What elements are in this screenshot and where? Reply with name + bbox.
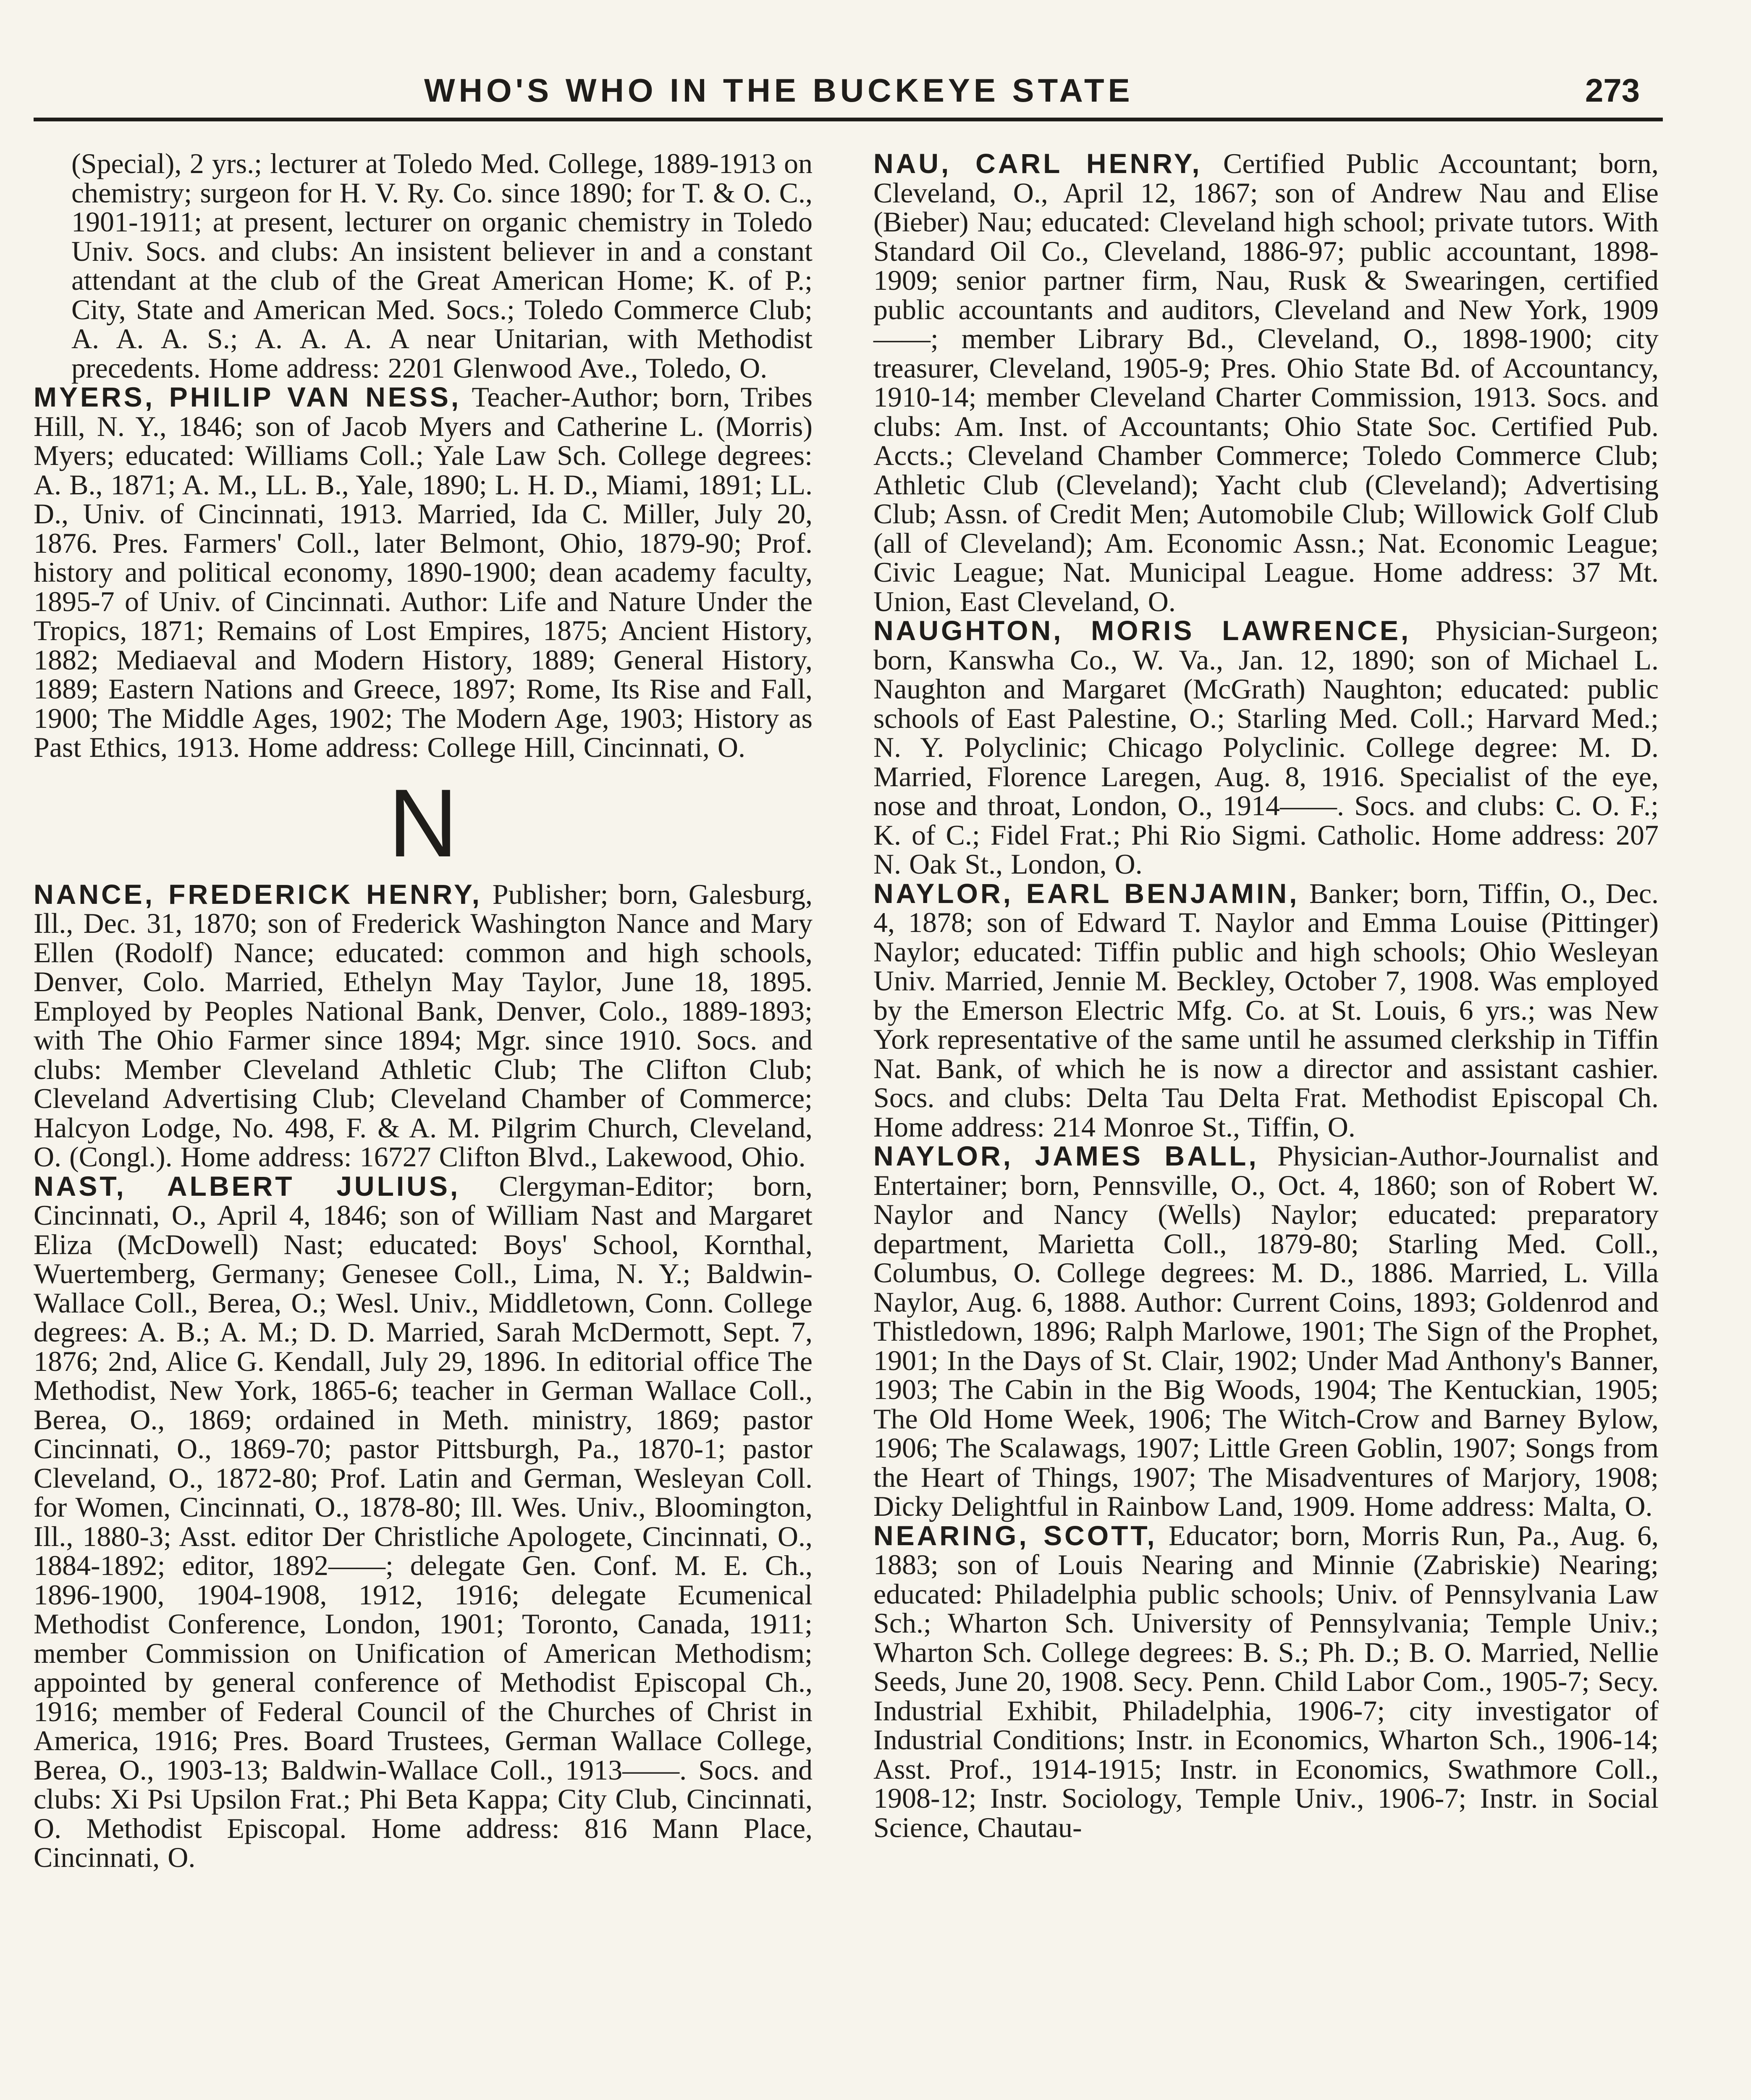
entry-text: Certified Public Accountant; born, Cleveland, O., April 12, 1867; son of Andrew Nau and Elise (Bieber) Nau; educated: Cleveland high school; private tutors. With Standard Oil Co., Cleveland, 1886-97; public accountant, 1898-1909; senior partner firm, Nau, Rusk & Swearingen, certified public accountants and auditors, Cleveland and New York, 1909——; member Library Bd., Cleveland, O., 1898-1900; city treasurer, Cleveland, 1905-9; Pres. Ohio State Bd. of Accountancy, 1910-14; member Cleveland Charter Commission, 1913. Socs. and clubs: Am. Inst. of Accountants; Ohio State Soc. Certified Pub. Accts.; Cleveland Chamber Commerce; Toledo Commerce Club; Athletic Club (Cleveland); Yacht club (Cleveland); Advertising Club; Assn. of Credit Men; Automobile Club; Willowick Golf Club (all of Cleveland); Am. Economic Assn.; Nat. Economic League; Civic League; Nat. Municipal League. Home address: 37 Mt. Union, East Cleveland, O. (873, 147, 1659, 617)
entry-text: (Special), 2 yrs.; lecturer at Toledo Med. College, 1889-1913 on chemistry; surgeon for H. V. Ry. Co. since 1890; for T. & O. C., 1901-1911; at present, lecturer on organic chemistry in Toledo Univ. Socs. and clubs: An insistent believer in and a constant attendant at the club of the Great American Home; K. of P.; City, State and American Med. Socs.; Toledo Commerce Club; A. A. A. S.; A. A. A. A near Unitarian, with Methodist precedents. Home address: 2201 Glenwood Ave., Toledo, O. (71, 147, 813, 384)
entry-naughton (873, 616, 1659, 879)
entry-naylor-james (873, 1142, 1659, 1521)
entry-name: NAST, ALBERT JULIUS, (34, 1170, 461, 1202)
entry-name: NAYLOR, EARL BENJAMIN, (873, 877, 1300, 909)
header-rule (34, 118, 1663, 121)
entry-name: NANCE, FREDERICK HENRY, (34, 878, 482, 910)
entry-nance (34, 880, 813, 1172)
entry-name: NAU, CARL HENRY, (873, 148, 1202, 179)
entry-name: NAYLOR, JAMES BALL, (873, 1140, 1259, 1171)
right-column (873, 149, 1659, 1842)
entry-myers (34, 383, 813, 762)
entry-text: Banker; born, Tiffin, O., Dec. 4, 1878; son of Edward T. Naylor and Emma Louise (Pittinger) Naylor; educated: Tiffin public and high schools; Ohio Wesleyan Univ. Married, Jennie M. Beckley, October 7, 1908. Was employed by the Emerson Electric Mfg. Co. at St. Louis, 6 yrs.; was New York representative of the same until he assumed clerkship in Tiffin Nat. Bank, of which he is now a director and assistant cashier. Socs. and clubs: Delta Tau Delta Frat. Methodist Episcopal Ch. Home address: 214 Monroe St., Tiffin, O. (873, 877, 1659, 1143)
page-header (0, 55, 1751, 113)
entry-text: Teacher-Author; born, Tribes Hill, N. Y., 1846; son of Jacob Myers and Catherine L. (Morris) Myers; educated: Williams Coll.; Yale Law Sch. College degrees: A. B., 1871; A. M., LL. B., Yale, 1890; L. H. D., Miami, 1891; LL. D., Univ. of Cincinnati, 1913. Married, Ida C. Miller, July 20, 1876. Pres. Farmers' Coll., later Belmont, Ohio, 1879-90; Prof. history and political economy, 1890-1900; dean academy faculty, 1895-7 of Univ. of Cincinnati. Author: Life and Nature Under the Tropics, 1871; Remains of Lost Empires, 1875; Ancient History, 1882; Mediaeval and Modern History, 1889; General History, 1889; Eastern Nations and Greece, 1897; Rome, Its Rise and Fall, 1900; The Middle Ages, 1902; The Modern Age, 1903; History as Past Ethics, 1913. Home address: College Hill, Cincinnati, O. (34, 381, 813, 763)
entry-nau (873, 149, 1659, 616)
left-column (34, 149, 813, 1872)
entry-text: Physician-Author-Journalist and Entertainer; born, Pennsville, O., Oct. 4, 1860; son of Robert W. Naylor and Nancy (Wells) Naylor; educated: preparatory department, Marietta Coll., 1879-80; Starling Med. Coll., Columbus, O. College degrees: M. D., 1886. Married, L. Villa Naylor, Aug. 6, 1888. Author: Current Coins, 1893; Goldenrod and Thistledown, 1896; Ralph Marlowe, 1901; The Sign of the Prophet, 1901; In the Days of St. Clair, 1902; Under Mad Anthony's Banner, 1903; The Cabin in the Big Woods, 1904; The Kentuckian, 1905; The Old Home Week, 1906; The Witch-Crow and Barney Bylow, 1906; The Scalawags, 1907; Little Green Goblin, 1907; Songs from the Heart of Things, 1907; The Misadventures of Marjory, 1908; Dicky Delightful in Rainbow Land, 1909. Home address: Malta, O. (873, 1140, 1659, 1522)
section-letter: N (388, 769, 458, 877)
entry-text: Clergyman-Editor; born, Cincinnati, O., April 4, 1846; son of William Nast and Margaret Eliza (McDowell) Nast; educated: Boys' School, Kornthal, Wuertemberg, Germany; Genesee Coll., Lima, N. Y.; Baldwin-Wallace Coll., Berea, O.; Wesl. Univ., Middletown, Conn. College degrees: A. B.; A. M.; D. D. Married, Sarah McDermott, Sept. 7, 1876; 2nd, Alice G. Kendall, July 29, 1896. In editorial office The Methodist, New York, 1865-6; teacher in German Wallace Coll., Berea, O., 1869; ordained in Meth. ministry, 1869; pastor Cincinnati, O., 1869-70; pastor Pittsburgh, Pa., 1870-1; pastor Cleveland, O., 1872-80; Prof. Latin and German, Wesleyan Coll. for Women, Cincinnati, O., 1878-80; Ill. Wes. Univ., Bloomington, Ill., 1880-3; Asst. editor Der Christliche Apologete, Cincinnati, O., 1884-1892; editor, 1892——; delegate Gen. Conf. M. E. Ch., 1896-1900, 1904-1908, 1912, 1916; delegate Ecumenical Methodist Conference, London, 1901; Toronto, Canada, 1911; member Commission on Unification of American Methodism; appointed by general conference of Methodist Episcopal Ch., 1916; member of Federal Council of the Churches of Christ in America, 1916; Pres. Board Trustees, German Wallace College, Berea, O., 1903-13; Baldwin-Wallace Coll., 1913——. Socs. and clubs: Xi Psi Upsilon Frat.; Phi Beta Kappa; City Club, Cincinnati, O. Methodist Episcopal. Home address: 816 Mann Place, Cincinnati, O. (34, 1170, 813, 1873)
entry-continuation (34, 149, 813, 383)
entry-name: MYERS, PHILIP VAN NESS, (34, 381, 461, 412)
entry-nast (34, 1172, 813, 1872)
entry-text: Publisher; born, Galesburg, Ill., Dec. 31, 1870; son of Frederick Washington Nance and Mary Ellen (Rodolf) Nance; educated: common and high schools, Denver, Colo. Married, Ethelyn May Taylor, June 18, 1895. Employed by Peoples National Bank, Denver, Colo., 1889-1893; with The Ohio Farmer since 1894; Mgr. since 1910. Socs. and clubs: Member Cleveland Athletic Club; The Clifton Club; Cleveland Advertising Club; Cleveland Chamber of Commerce; Halcyon Lodge, No. 498, F. & A. M. Pilgrim Church, Cleveland, O. (Congl.). Home address: 16727 Clifton Blvd., Lakewood, Ohio. (34, 878, 813, 1173)
running-title: WHO'S WHO IN THE BUCKEYE STATE (424, 72, 1134, 109)
entry-name: NEARING, SCOTT, (873, 1520, 1157, 1551)
entry-name: NAUGHTON, MORIS LAWRENCE, (873, 615, 1411, 646)
entry-naylor-earl (873, 879, 1659, 1142)
entry-text: Educator; born, Morris Run, Pa., Aug. 6, 1883; son of Louis Nearing and Minnie (Zabriskie) Nearing; educated: Philadelphia public schools; Univ. of Pennsylvania Law Sch.; Wharton Sch. University of Pennsylvania; Temple Univ.; Wharton Sch. College degrees: B. S.; Ph. D.; B. O. Married, Nellie Seeds, June 20, 1908. Secy. Penn. Child Labor Com., 1905-7; Secy. Industrial Exhibit, Philadelphia, 1906-7; city investigator of Industrial Conditions; Instr. in Economics, Wharton Sch., 1906-14; Asst. Prof., 1914-1915; Instr. in Economics, Swathmore Coll., 1908-12; Instr. Sociology, Temple Univ., 1906-7; Instr. in Social Science, Chautau- (873, 1519, 1659, 1843)
entry-text: Physician-Surgeon; born, Kanswha Co., W. Va., Jan. 12, 1890; son of Michael L. Naughton and Margaret (McGrath) Naughton; educated: public schools of East Palestine, O.; Starling Med. Coll.; Harvard Med.; N. Y. Polyclinic; Chicago Polyclinic. College degree: M. D. Married, Florence Laregen, Aug. 8, 1916. Specialist of the eye, nose and throat, London, O., 1914——. Socs. and clubs: C. O. F.; K. of C.; Fidel Frat.; Phi Rio Sigmi. Catholic. Home address: 207 N. Oak St., London, O. (873, 614, 1659, 880)
page-number: 273 (1585, 72, 1640, 109)
entry-nearing (873, 1521, 1659, 1843)
